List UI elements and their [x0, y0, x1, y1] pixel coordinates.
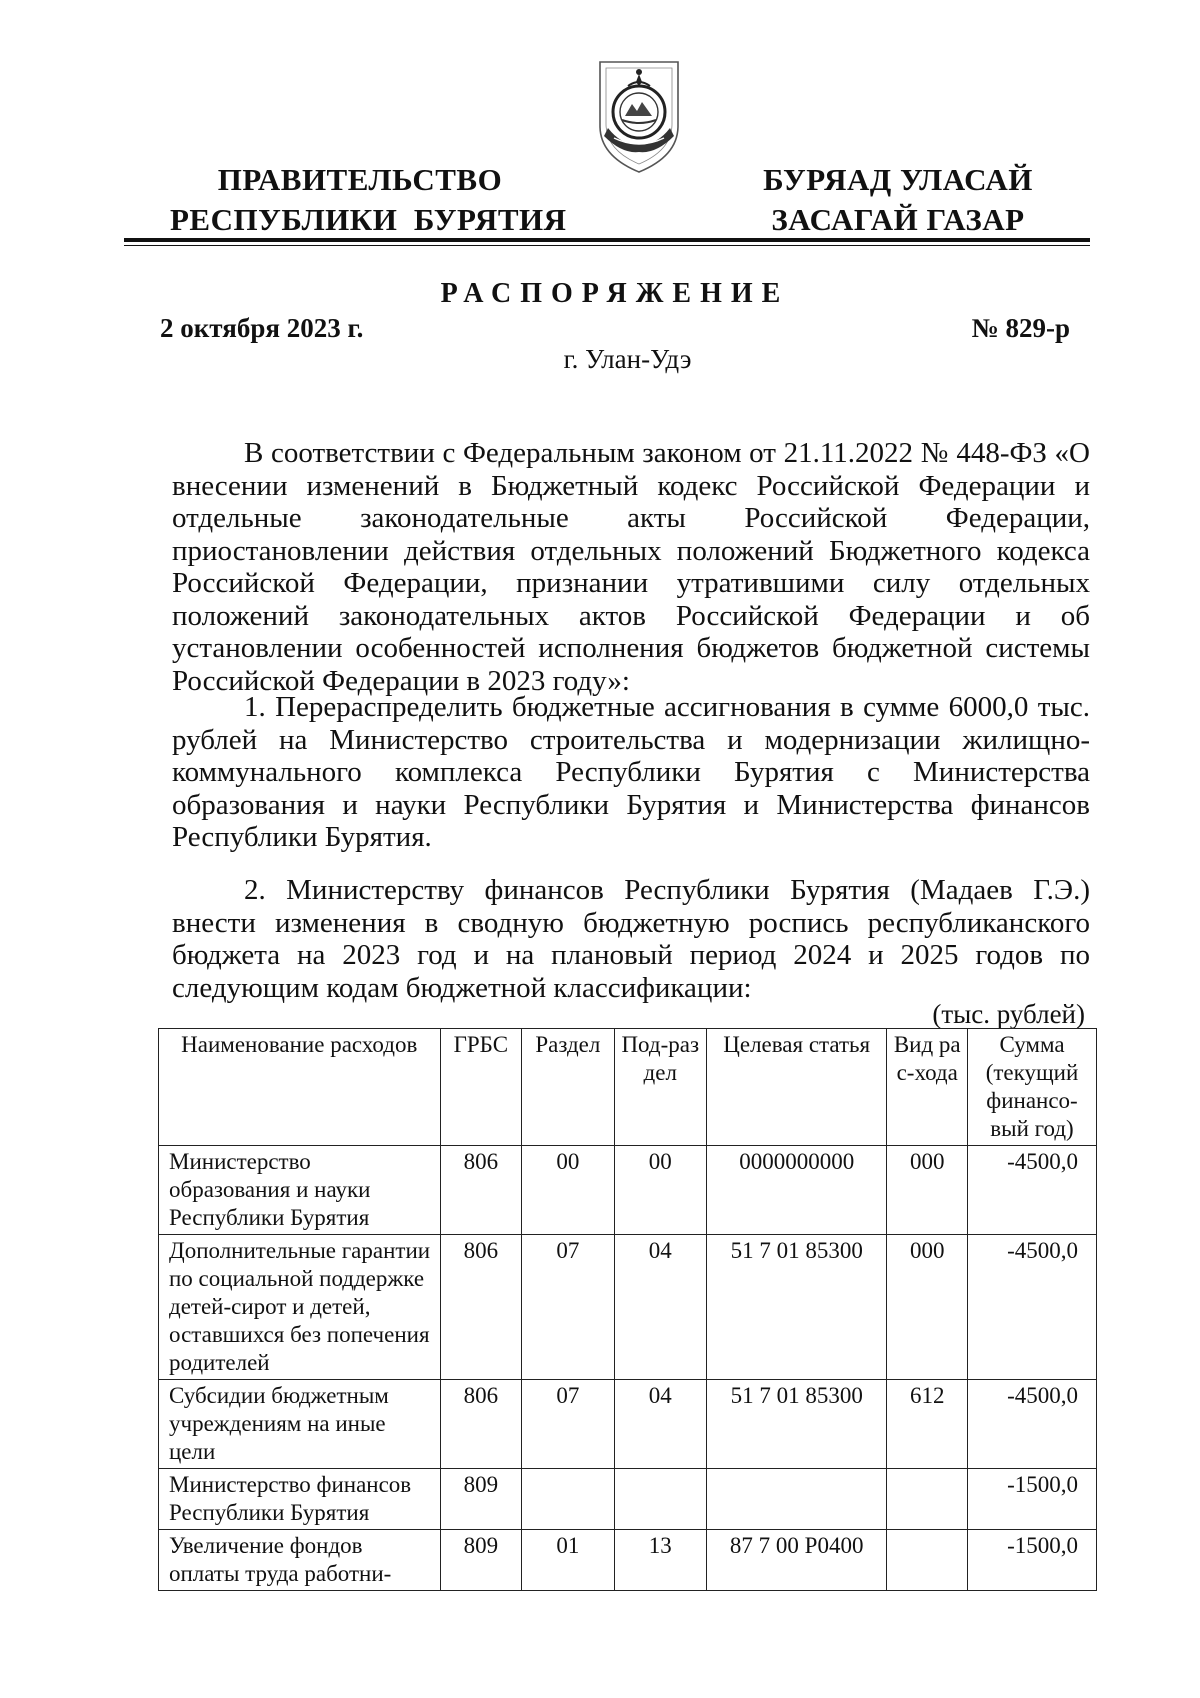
cell-csr: 51 7 01 85300	[706, 1380, 887, 1469]
preamble-text: В соответствии с Федеральным законом от 21.11.2022 № 448-ФЗ «О внесении изменений в Бюджетный кодекс Российской Федерации и отдельные законодательные акты Российской Федерации, приостановлении действия отдельных положений Бюджетного кодекса Российской Федерации, признании утратившими силу отдельных положений законодательных актов Российской Федерации и об установлении особенностей исполнения бюджетов бюджетной системы Российской Федерации в 2023 году»:	[172, 437, 1090, 697]
cell-csr: 51 7 01 85300	[706, 1235, 887, 1380]
issuer-name-bur-line1: БУРЯАД УЛАСАЙ	[763, 162, 1033, 197]
budget-classification-table	[158, 1028, 1097, 1591]
table-row	[159, 1146, 1097, 1235]
cell-vr: 000	[887, 1146, 968, 1235]
cell-razdel: 01	[522, 1530, 614, 1591]
cell-razdel	[522, 1469, 614, 1530]
header-divider-thick	[124, 238, 1090, 242]
item-2-paragraph	[172, 874, 1090, 1004]
table-units: (тыс. рублей)	[932, 999, 1085, 1029]
item-1-paragraph	[172, 691, 1090, 854]
cell-sum: -1500,0	[968, 1469, 1097, 1530]
header-divider-thin	[124, 245, 1090, 246]
document-date: 2 октября 2023 г.	[160, 313, 364, 343]
cell-vr	[887, 1530, 968, 1591]
table-row	[159, 1530, 1097, 1591]
col-header-csr: Целевая статья	[706, 1029, 887, 1146]
cell-vr	[887, 1469, 968, 1530]
cell-sum: -4500,0	[968, 1146, 1097, 1235]
item-2-text: 2. Министерству финансов Республики Бурятия (Мадаев Г.Э.) внести изменения в сводную бюджетную роспись республиканского бюджета на 2023 год и на плановый период 2024 и 2025 годов по следующим кодам бюджетной классификации:	[172, 874, 1090, 1004]
table-header-row	[159, 1029, 1097, 1146]
issuer-name-ru-line2: РЕСПУБЛИКИ БУРЯТИЯ	[170, 202, 567, 237]
cell-name: Увеличение фондов оплаты труда работни-	[159, 1530, 441, 1591]
cell-grbs: 806	[440, 1235, 522, 1380]
cell-podrazdel: 13	[614, 1530, 706, 1591]
table-row	[159, 1380, 1097, 1469]
document-number: № 829-р	[971, 313, 1070, 343]
cell-csr	[706, 1469, 887, 1530]
col-header-razdel: Раздел	[522, 1029, 614, 1146]
item-1-text: 1. Перераспределить бюджетные ассигнования в сумме 6000,0 тыс. рублей на Министерство строительства и модернизации жилищно-коммунального комплекса Республики Бурятия с Министерства образования и науки Республики Бурятия и Министерства финансов Республики Бурятия.	[172, 691, 1090, 853]
document-type: РАСПОРЯЖЕНИЕ	[440, 278, 790, 309]
cell-razdel: 07	[522, 1380, 614, 1469]
col-header-sum: Сумма (текущий финансо-вый год)	[968, 1029, 1097, 1146]
issuer-name-ru-line1: ПРАВИТЕЛЬСТВО	[217, 162, 503, 197]
table-row	[159, 1469, 1097, 1530]
cell-vr: 612	[887, 1380, 968, 1469]
cell-name: Министерство финансов Республики Бурятия	[159, 1469, 441, 1530]
col-header-grbs: ГРБС	[440, 1029, 522, 1146]
coat-of-arms-icon	[592, 56, 686, 176]
cell-grbs: 809	[440, 1530, 522, 1591]
cell-podrazdel: 04	[614, 1235, 706, 1380]
cell-podrazdel: 00	[614, 1146, 706, 1235]
cell-podrazdel	[614, 1469, 706, 1530]
preamble-paragraph	[172, 437, 1090, 697]
table-row	[159, 1235, 1097, 1380]
cell-grbs: 809	[440, 1469, 522, 1530]
col-header-name: Наименование расходов	[159, 1029, 441, 1146]
cell-csr: 0000000000	[706, 1146, 887, 1235]
cell-grbs: 806	[440, 1380, 522, 1469]
col-header-vr: Вид рас-хода	[887, 1029, 968, 1146]
issuer-name-bur-line2: ЗАСАГАЙ ГАЗАР	[771, 202, 1025, 237]
col-header-podrazdel: Под-раздел	[614, 1029, 706, 1146]
cell-name: Министерство образования и науки Республики Бурятия	[159, 1146, 441, 1235]
cell-sum: -4500,0	[968, 1380, 1097, 1469]
cell-grbs: 806	[440, 1146, 522, 1235]
cell-sum: -1500,0	[968, 1530, 1097, 1591]
issuer-name-ru	[170, 160, 567, 240]
cell-name: Субсидии бюджетным учреждениям на иные цели	[159, 1380, 441, 1469]
cell-csr: 87 7 00 P0400	[706, 1530, 887, 1591]
document-city: г. Улан-Удэ	[563, 344, 692, 374]
cell-razdel: 00	[522, 1146, 614, 1235]
issuer-name-bur	[748, 160, 1048, 240]
cell-name: Дополнительные гарантии по социальной поддержке детей-сирот и детей, оставшихся без попечения родителей	[159, 1235, 441, 1380]
cell-razdel: 07	[522, 1235, 614, 1380]
cell-vr: 000	[887, 1235, 968, 1380]
cell-podrazdel: 04	[614, 1380, 706, 1469]
cell-sum: -4500,0	[968, 1235, 1097, 1380]
